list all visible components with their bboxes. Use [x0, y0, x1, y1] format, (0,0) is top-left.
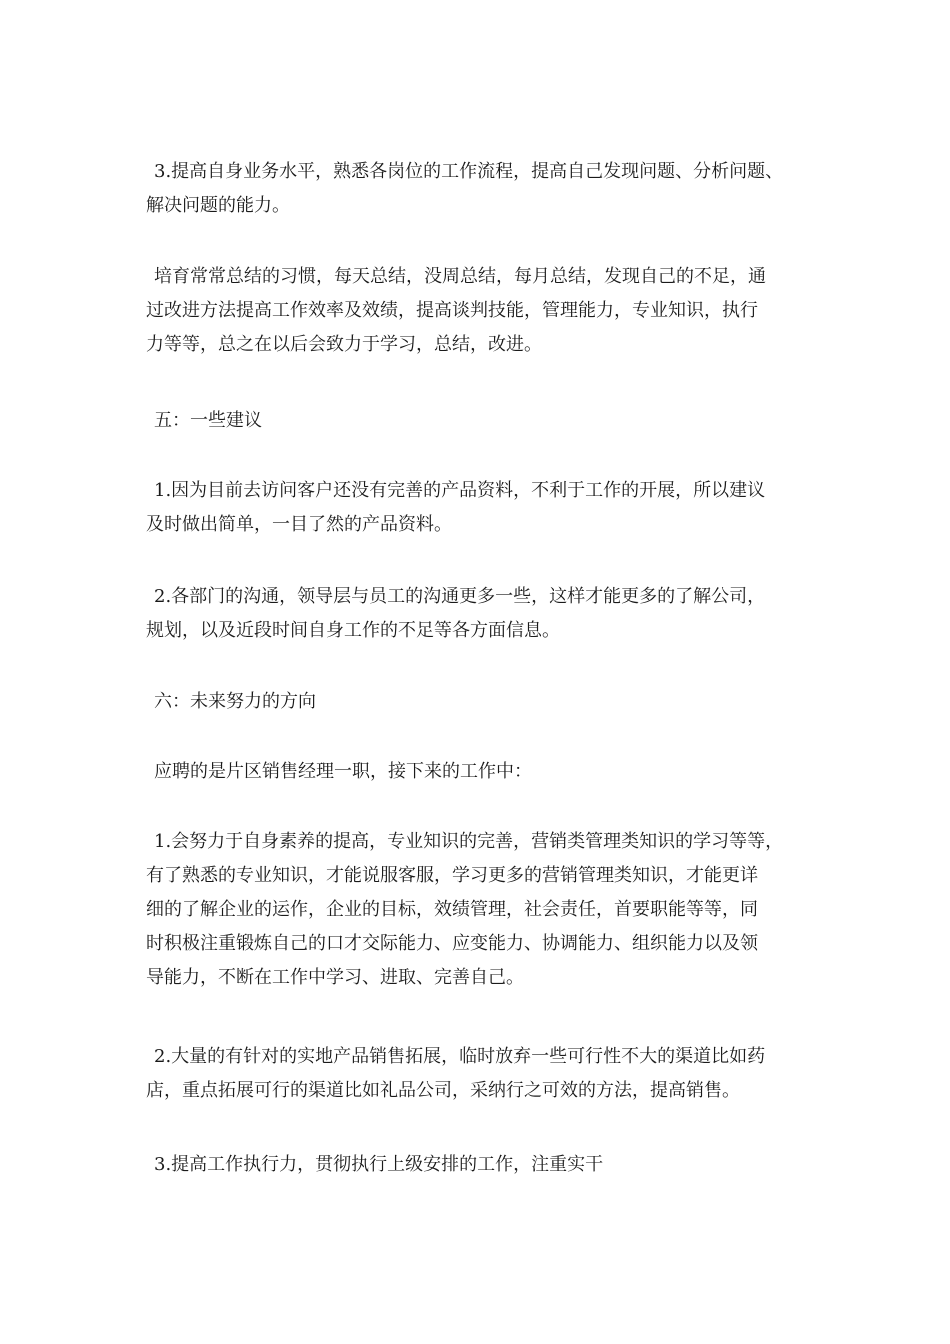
- paragraph-summary-habit: [0, 260, 950, 362]
- text-line: 及时做出简单，一目了然的产品资料。: [146, 514, 452, 535]
- text-line: 细的了解企业的运作，企业的目标，效绩管理，社会责任，首要职能等等，同: [146, 899, 758, 920]
- heading-text: 五：一些建议: [154, 410, 262, 431]
- text-line: 规划，以及近段时间自身工作的不足等各方面信息。: [146, 620, 560, 641]
- text-line: 应聘的是片区销售经理一职，接下来的工作中：: [154, 761, 532, 782]
- text-line: 2.大量的有针对的实地产品销售拓展，临时放弃一些可行性不大的渠道比如药: [154, 1046, 766, 1067]
- text-line: 2.各部门的沟通，领导层与员工的沟通更多一些，这样才能更多的了解公司，: [154, 586, 766, 607]
- paragraph-future-1: [0, 825, 950, 995]
- text-line: 导能力，不断在工作中学习、进取、完善自己。: [146, 967, 524, 988]
- text-line: 时积极注重锻炼自己的口才交际能力、应变能力、协调能力、组织能力以及领: [146, 933, 758, 954]
- text-line: 3.提高工作执行力，贯彻执行上级安排的工作，注重实干: [154, 1154, 604, 1175]
- text-line: 3.提高自身业务水平，熟悉各岗位的工作流程，提高自己发现问题、分析问题、: [154, 161, 784, 182]
- text-line: 1.因为目前去访问客户还没有完善的产品资料，不利于工作的开展，所以建议: [154, 480, 766, 501]
- section-heading-future-direction: [0, 685, 950, 719]
- text-line: 1.会努力于自身素养的提高，专业知识的完善，营销类管理类知识的学习等等，: [154, 831, 784, 852]
- text-line: 培育常常总结的习惯，每天总结，没周总结，每月总结，发现自己的不足，通: [154, 266, 766, 287]
- paragraph-suggestion-1: [0, 474, 950, 542]
- paragraph-future-2: [0, 1040, 950, 1108]
- paragraph-suggestion-2: [0, 580, 950, 648]
- paragraph-position-intro: [0, 755, 950, 789]
- paragraph-future-3: [0, 1148, 950, 1182]
- text-line: 解决问题的能力。: [146, 195, 290, 216]
- text-line: 力等等，总之在以后会致力于学习，总结，改进。: [146, 334, 542, 355]
- text-line: 有了熟悉的专业知识，才能说服客服，学习更多的营销管理类知识，才能更详: [146, 865, 758, 886]
- section-heading-suggestions: [0, 404, 950, 438]
- paragraph-business-level: [0, 155, 950, 223]
- text-line: 店，重点拓展可行的渠道比如礼品公司，采纳行之可效的方法，提高销售。: [146, 1080, 740, 1101]
- heading-text: 六：未来努力的方向: [154, 691, 316, 712]
- text-line: 过改进方法提高工作效率及效绩，提高谈判技能，管理能力，专业知识，执行: [146, 300, 758, 321]
